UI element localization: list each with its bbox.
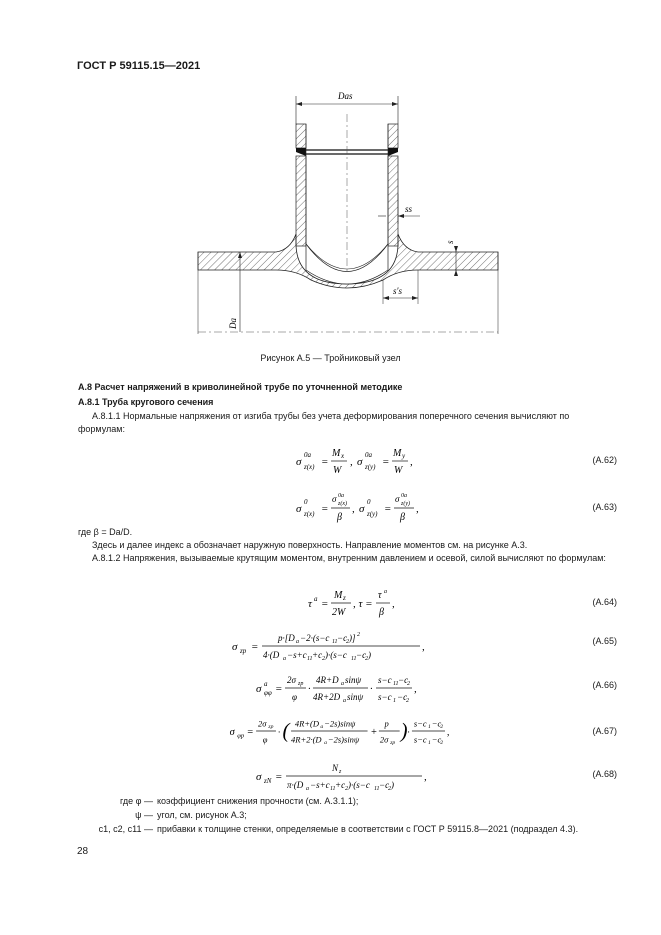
equation-number-a64: (А.64) bbox=[592, 597, 617, 607]
svg-text:a: a bbox=[296, 639, 299, 645]
svg-text:·: · bbox=[370, 684, 373, 695]
svg-text:,: , bbox=[350, 456, 353, 468]
page-number: 28 bbox=[77, 846, 89, 857]
svg-text:−2s)sinψ: −2s)sinψ bbox=[324, 718, 356, 729]
svg-text:2: 2 bbox=[365, 656, 368, 662]
svg-text:=: = bbox=[384, 503, 392, 515]
svg-text:11: 11 bbox=[307, 656, 313, 662]
formula-a66 bbox=[150, 670, 570, 704]
svg-text:zp: zp bbox=[390, 740, 396, 747]
svg-text:τ: τ bbox=[308, 598, 312, 610]
svg-text:zp: zp bbox=[298, 681, 304, 687]
da-label: Da bbox=[228, 318, 238, 329]
svg-text:=: = bbox=[251, 641, 259, 653]
svg-text:β: β bbox=[337, 512, 342, 523]
svg-text:β: β bbox=[379, 607, 384, 618]
svg-text:z(y): z(y) bbox=[367, 510, 378, 518]
svg-text:N: N bbox=[332, 763, 339, 773]
svg-text:): ) bbox=[400, 719, 408, 743]
svg-text:0a: 0a bbox=[338, 493, 344, 499]
svg-text:τ: τ bbox=[378, 590, 382, 601]
svg-text:φ: φ bbox=[292, 692, 297, 702]
svg-text:s−c: s−c bbox=[378, 675, 392, 685]
svg-text:−2·(s−c: −2·(s−c bbox=[300, 633, 330, 643]
svg-text:−c: −c bbox=[379, 780, 390, 790]
svg-text:+c: +c bbox=[312, 650, 323, 660]
svg-text:a: a bbox=[306, 786, 309, 792]
svg-text:σ: σ bbox=[296, 456, 302, 468]
svg-text:): ) bbox=[391, 780, 394, 790]
ss-label: ss bbox=[405, 204, 413, 214]
svg-text:): ) bbox=[368, 650, 371, 660]
formula-a65 bbox=[150, 628, 570, 662]
svg-text:z(x): z(x) bbox=[304, 510, 315, 518]
svg-text:)·(s−c: )·(s−c bbox=[348, 780, 370, 790]
svg-text:β: β bbox=[400, 512, 405, 523]
svg-text:a: a bbox=[320, 724, 324, 731]
svg-text:,: , bbox=[414, 683, 417, 695]
svg-text:−c: −c bbox=[431, 734, 442, 745]
svg-text:−s+c: −s+c bbox=[287, 650, 307, 660]
svg-text:2: 2 bbox=[322, 656, 325, 662]
formula-a63 bbox=[150, 490, 570, 524]
legend-key: ψ — bbox=[135, 810, 153, 820]
svg-text:z(x): z(x) bbox=[338, 501, 347, 507]
svg-text:4R+D: 4R+D bbox=[316, 675, 339, 685]
svg-text:z: z bbox=[343, 594, 346, 602]
svg-text:11: 11 bbox=[332, 639, 338, 645]
legend-text: угол, см. рисунок А.3; bbox=[157, 810, 247, 820]
svg-text:1: 1 bbox=[428, 724, 431, 731]
svg-text:zp: zp bbox=[268, 724, 274, 731]
svg-text:W: W bbox=[394, 465, 403, 476]
svg-text:a: a bbox=[384, 589, 387, 595]
svg-text:4·(D: 4·(D bbox=[263, 650, 280, 660]
equation-number-a65: (А.65) bbox=[592, 636, 617, 646]
svg-text:0: 0 bbox=[367, 498, 371, 506]
svg-text:a: a bbox=[264, 680, 268, 688]
svg-text:,: , bbox=[416, 503, 419, 515]
svg-text:z(y): z(y) bbox=[365, 463, 376, 471]
svg-text:=: = bbox=[382, 456, 390, 468]
svg-text:p·[D: p·[D bbox=[278, 633, 295, 643]
svg-text:−c: −c bbox=[398, 675, 409, 685]
svg-text:4R+2·(D: 4R+2·(D bbox=[291, 734, 322, 745]
svg-text:σ: σ bbox=[395, 494, 400, 504]
svg-text:=: = bbox=[321, 598, 329, 610]
paragraph-a812: А.8.1.2 Напряжения, вызываемые крутящим моментом, внутренним давлением и осевой, силой вычисляют по формулам: bbox=[92, 553, 606, 563]
svg-text:zp: zp bbox=[240, 647, 247, 655]
svg-text:σ: σ bbox=[296, 503, 302, 515]
svg-text:a: a bbox=[283, 656, 286, 662]
svg-text:,: , bbox=[424, 771, 427, 783]
svg-text:1: 1 bbox=[393, 698, 396, 704]
svg-text:−2s)sinψ: −2s)sinψ bbox=[327, 734, 360, 745]
svg-text:s−c: s−c bbox=[378, 692, 392, 702]
svg-text:−c: −c bbox=[397, 692, 408, 702]
svg-text:2: 2 bbox=[346, 639, 349, 645]
svg-text:p: p bbox=[384, 718, 389, 729]
svg-text:2: 2 bbox=[345, 786, 348, 792]
formula-a68 bbox=[150, 758, 570, 792]
svg-text:φp: φp bbox=[237, 732, 245, 740]
svg-text:·: · bbox=[308, 684, 311, 695]
formula-a62 bbox=[150, 443, 570, 477]
svg-text:y: y bbox=[402, 452, 406, 460]
svg-text:11: 11 bbox=[351, 656, 357, 662]
equation-number-a68: (А.68) bbox=[592, 769, 617, 779]
svg-text:σ: σ bbox=[256, 771, 262, 783]
svg-text:=: = bbox=[246, 726, 254, 738]
svg-text:1: 1 bbox=[428, 740, 431, 747]
svg-text:x: x bbox=[341, 452, 345, 460]
equation-number-a63: (А.63) bbox=[592, 502, 617, 512]
section-title: А.8 Расчет напряжений в криволинейной трубе по уточненной методике bbox=[78, 382, 403, 392]
formula-a67 bbox=[150, 714, 570, 748]
document-header: ГОСТ Р 59115.15—2021 bbox=[77, 60, 201, 72]
legend-key: c1, c2, c11 — bbox=[98, 824, 153, 834]
legend-key: где φ — bbox=[120, 796, 153, 806]
svg-text:·: · bbox=[407, 727, 410, 738]
svg-text:2: 2 bbox=[388, 786, 391, 792]
svg-text:σ: σ bbox=[357, 456, 363, 468]
svg-text:2W: 2W bbox=[332, 607, 346, 618]
svg-text:,: , bbox=[446, 726, 450, 738]
svg-text:4R+(D: 4R+(D bbox=[294, 718, 319, 729]
svg-text:11: 11 bbox=[330, 786, 336, 792]
svg-text:σ: σ bbox=[256, 683, 262, 695]
svg-text:2: 2 bbox=[406, 698, 409, 704]
svg-text:−c: −c bbox=[337, 633, 348, 643]
svg-text:M: M bbox=[332, 448, 341, 459]
paragraph-index-note: Здесь и далее индекс а обозначает наружную поверхность. Направление моментов см. на рисунке А.3. bbox=[92, 540, 528, 550]
svg-text:2: 2 bbox=[357, 632, 360, 638]
svg-text:s−c: s−c bbox=[413, 718, 427, 729]
svg-text:)]: )] bbox=[349, 633, 356, 643]
svg-text:a: a bbox=[324, 740, 327, 747]
svg-text:0a: 0a bbox=[401, 493, 407, 499]
svg-text:zN: zN bbox=[264, 777, 272, 785]
legend-text: прибавки к толщине стенки, определяемые в соответствии с ГОСТ Р 59115.8—2021 (подраздел 4.3). bbox=[157, 824, 579, 834]
svg-text:−c: −c bbox=[431, 718, 442, 729]
svg-text:+c: +c bbox=[335, 780, 346, 790]
svg-text:, τ =: , τ = bbox=[353, 598, 373, 610]
svg-text:0a: 0a bbox=[304, 451, 311, 459]
svg-text:2: 2 bbox=[440, 724, 444, 731]
svg-text:M: M bbox=[334, 590, 343, 601]
das-label: Das bbox=[338, 91, 353, 101]
svg-text:11: 11 bbox=[393, 681, 399, 687]
svg-text:4R+2D: 4R+2D bbox=[313, 692, 341, 702]
equation-number-a67: (А.67) bbox=[592, 726, 617, 736]
symbol-legend bbox=[0, 795, 661, 840]
svg-text:sinψ: sinψ bbox=[347, 692, 364, 702]
svg-text:0a: 0a bbox=[365, 451, 372, 459]
s-label: s bbox=[445, 240, 455, 244]
svg-text:a: a bbox=[343, 698, 346, 704]
svg-text:=: = bbox=[321, 503, 329, 515]
figure-caption: Рисунок А.5 — Тройниковый узел bbox=[260, 353, 401, 363]
tee-joint-drawing bbox=[188, 84, 508, 346]
svg-text:=: = bbox=[275, 771, 283, 783]
svg-text:(: ( bbox=[282, 719, 290, 743]
svg-text:2: 2 bbox=[440, 740, 444, 747]
svg-text:M: M bbox=[393, 448, 402, 459]
svg-text:2: 2 bbox=[407, 681, 410, 687]
svg-text:−s+c: −s+c bbox=[310, 780, 330, 790]
formula-a64 bbox=[150, 585, 570, 619]
svg-text:z(x): z(x) bbox=[304, 463, 315, 471]
beta-definition: где β = Da/D. bbox=[78, 527, 133, 537]
svg-text:a: a bbox=[341, 681, 344, 687]
svg-text:z: z bbox=[339, 769, 342, 775]
svg-text:W: W bbox=[333, 465, 342, 476]
svg-text:2σ: 2σ bbox=[287, 675, 296, 685]
svg-text:z(y): z(y) bbox=[401, 501, 410, 507]
svg-text:,: , bbox=[422, 641, 425, 653]
svg-text:φ: φ bbox=[262, 734, 268, 745]
ss-prime-label: s′s bbox=[393, 286, 402, 296]
svg-text:11: 11 bbox=[374, 786, 380, 792]
subsection-title: А.8.1 Труба кругового сечения bbox=[78, 397, 214, 407]
legend-text: коэффициент снижения прочности (см. А.3.1.1); bbox=[157, 796, 359, 806]
svg-text:sinψ: sinψ bbox=[345, 675, 362, 685]
svg-text:s−c: s−c bbox=[413, 734, 427, 745]
svg-text:a: a bbox=[314, 595, 318, 603]
svg-text:φφ: φφ bbox=[264, 689, 272, 697]
svg-text:+: + bbox=[370, 726, 378, 738]
svg-text:,: , bbox=[410, 456, 413, 468]
paragraph-a811: А.8.1.1 Нормальные напряжения от изгиба трубы без учета деформирования поперечного сечения вычисляют по формулам: bbox=[78, 411, 570, 434]
svg-text:=: = bbox=[275, 683, 283, 695]
svg-text:2σ: 2σ bbox=[379, 734, 389, 745]
svg-text:2σ: 2σ bbox=[258, 718, 267, 729]
svg-text:σ: σ bbox=[229, 726, 235, 738]
equation-number-a66: (А.66) bbox=[592, 680, 617, 690]
svg-text:−c: −c bbox=[356, 650, 367, 660]
svg-text:)·(s−c: )·(s−c bbox=[325, 650, 347, 660]
svg-text:,: , bbox=[392, 598, 395, 610]
svg-text:=: = bbox=[321, 456, 329, 468]
svg-text:σ: σ bbox=[332, 494, 337, 504]
equation-number-a62: (А.62) bbox=[592, 455, 617, 465]
svg-text:σ: σ bbox=[232, 641, 238, 653]
svg-text:·: · bbox=[277, 727, 281, 738]
svg-text:σ: σ bbox=[359, 503, 365, 515]
svg-text:π·(D: π·(D bbox=[287, 780, 304, 790]
svg-text:0: 0 bbox=[304, 498, 308, 506]
svg-text:,: , bbox=[352, 503, 355, 515]
